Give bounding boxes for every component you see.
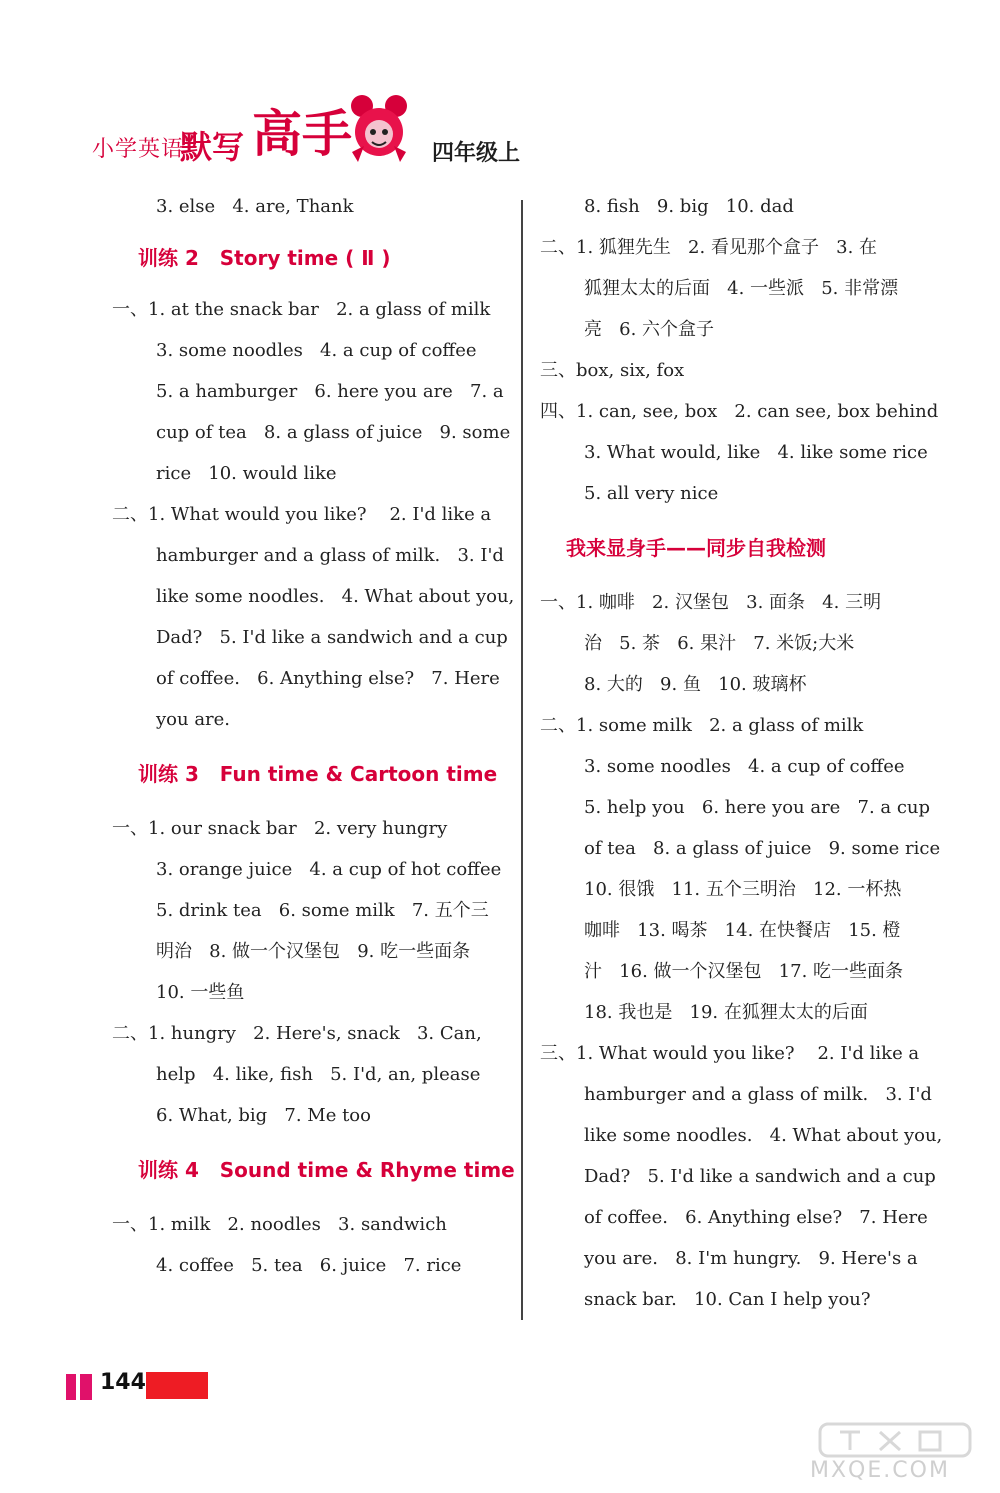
answer-line: 一、1. 咖啡 2. 汉堡包 3. 面条 4. 三明 <box>540 592 882 613</box>
page-footer <box>66 1370 216 1400</box>
answer-line: 亮 6. 六个盒子 <box>584 319 715 340</box>
answer-line: 二、1. hungry 2. Here's, snack 3. Can, <box>112 1023 482 1044</box>
section-heading: 训练 2 Story time ( Ⅱ ) <box>138 246 391 270</box>
answer-line: 一、1. at the snack bar 2. a glass of milk <box>112 299 491 320</box>
page-header <box>92 92 552 172</box>
column-divider <box>521 200 523 1320</box>
series-title-small: 小学英语 <box>92 137 185 162</box>
answer-line: 三、1. What would you like? 2. I'd like a <box>540 1043 920 1064</box>
series-title-mid: 默写 <box>180 128 245 166</box>
answer-line: 狐狸太太的后面 4. 一些派 5. 非常漂 <box>584 278 899 299</box>
answer-line: 10. 一些鱼 <box>156 982 245 1003</box>
answer-line: 3. orange juice 4. a cup of hot coffee <box>156 859 502 880</box>
page-number: 144 <box>100 1370 146 1395</box>
section-heading: 训练 3 Fun time & Cartoon time <box>138 762 498 786</box>
answer-line: like some noodles. 4. What about you, <box>156 586 515 607</box>
answer-line: 5. a hamburger 6. here you are 7. a <box>156 381 504 402</box>
section-heading: 我来显身手——同步自我检测 <box>566 536 826 560</box>
answer-line: of coffee. 6. Anything else? 7. Here <box>156 668 500 689</box>
answer-line: 一、1. our snack bar 2. very hungry <box>112 818 448 839</box>
answer-line: 三、box, six, fox <box>540 360 685 381</box>
answer-line: rice 10. would like <box>156 463 337 484</box>
answer-line: 3. some noodles 4. a cup of coffee <box>156 340 477 361</box>
answer-line: 4. coffee 5. tea 6. juice 7. rice <box>156 1255 462 1276</box>
page-marker-block <box>66 1374 76 1400</box>
answer-line: 二、1. 狐狸先生 2. 看见那个盒子 3. 在 <box>540 237 878 258</box>
answer-line: 10. 很饿 11. 五个三明治 12. 一杯热 <box>584 879 902 900</box>
answer-line: you are. <box>156 709 231 730</box>
answer-line: hamburger and a glass of milk. 3. I'd <box>584 1084 932 1105</box>
answer-line: 二、1. What would you like? 2. I'd like a <box>112 504 492 525</box>
watermark-text: MXQE.COM <box>810 1458 950 1483</box>
answer-line: like some noodles. 4. What about you, <box>584 1125 943 1146</box>
answer-line: of tea 8. a glass of juice 9. some rice <box>584 838 941 859</box>
answer-line: 5. help you 6. here you are 7. a cup <box>584 797 931 818</box>
answer-line: 8. fish 9. big 10. dad <box>584 196 794 217</box>
answer-line: hamburger and a glass of milk. 3. I'd <box>156 545 504 566</box>
answer-line: 汁 16. 做一个汉堡包 17. 吃一些面条 <box>584 961 904 982</box>
answer-line: 治 5. 茶 6. 果汁 7. 米饭;大米 <box>584 633 855 654</box>
answer-line: 四、1. can, see, box 2. can see, box behind <box>540 401 939 422</box>
answer-line: you are. 8. I'm hungry. 9. Here's a <box>584 1248 918 1269</box>
mascot-logo-icon <box>344 92 414 166</box>
page-marker-block <box>80 1374 92 1400</box>
answer-line: 一、1. milk 2. noodles 3. sandwich <box>112 1214 447 1235</box>
answer-line: 咖啡 13. 喝茶 14. 在快餐店 15. 橙 <box>584 920 901 941</box>
answer-line: 18. 我也是 19. 在狐狸太太的后面 <box>584 1002 868 1023</box>
answer-line: 6. What, big 7. Me too <box>156 1105 371 1126</box>
answer-line: 3. else 4. are, Thank <box>156 196 354 217</box>
page-color-bar <box>146 1372 208 1399</box>
right-column <box>540 186 943 1320</box>
section-heading: 训练 4 Sound time & Rhyme time <box>138 1158 515 1182</box>
answer-line: Dad? 5. I'd like a sandwich and a cup <box>156 627 508 648</box>
answer-line: 3. What would, like 4. like some rice <box>584 442 928 463</box>
answer-line: 3. some noodles 4. a cup of coffee <box>584 756 905 777</box>
answer-line: 5. drink tea 6. some milk 7. 五个三 <box>156 900 489 921</box>
answer-line: help 4. like, fish 5. I'd, an, please <box>156 1064 481 1085</box>
watermark <box>800 1420 990 1486</box>
answer-line: cup of tea 8. a glass of juice 9. some <box>156 422 511 443</box>
answer-line: 8. 大的 9. 鱼 10. 玻璃杯 <box>584 674 807 695</box>
answer-line: 明治 8. 做一个汉堡包 9. 吃一些面条 <box>156 941 471 962</box>
answer-line: Dad? 5. I'd like a sandwich and a cup <box>584 1166 936 1187</box>
answer-line: 二、1. some milk 2. a glass of milk <box>540 715 864 736</box>
series-title-big: 高手 <box>252 105 352 163</box>
watermark-logo-icon <box>800 1420 990 1460</box>
answer-line: snack bar. 10. Can I help you? <box>584 1289 871 1310</box>
answer-line: 5. all very nice <box>584 483 719 504</box>
left-column <box>112 186 515 1286</box>
grade-label: 四年级上 <box>432 141 521 166</box>
answer-line: of coffee. 6. Anything else? 7. Here <box>584 1207 928 1228</box>
